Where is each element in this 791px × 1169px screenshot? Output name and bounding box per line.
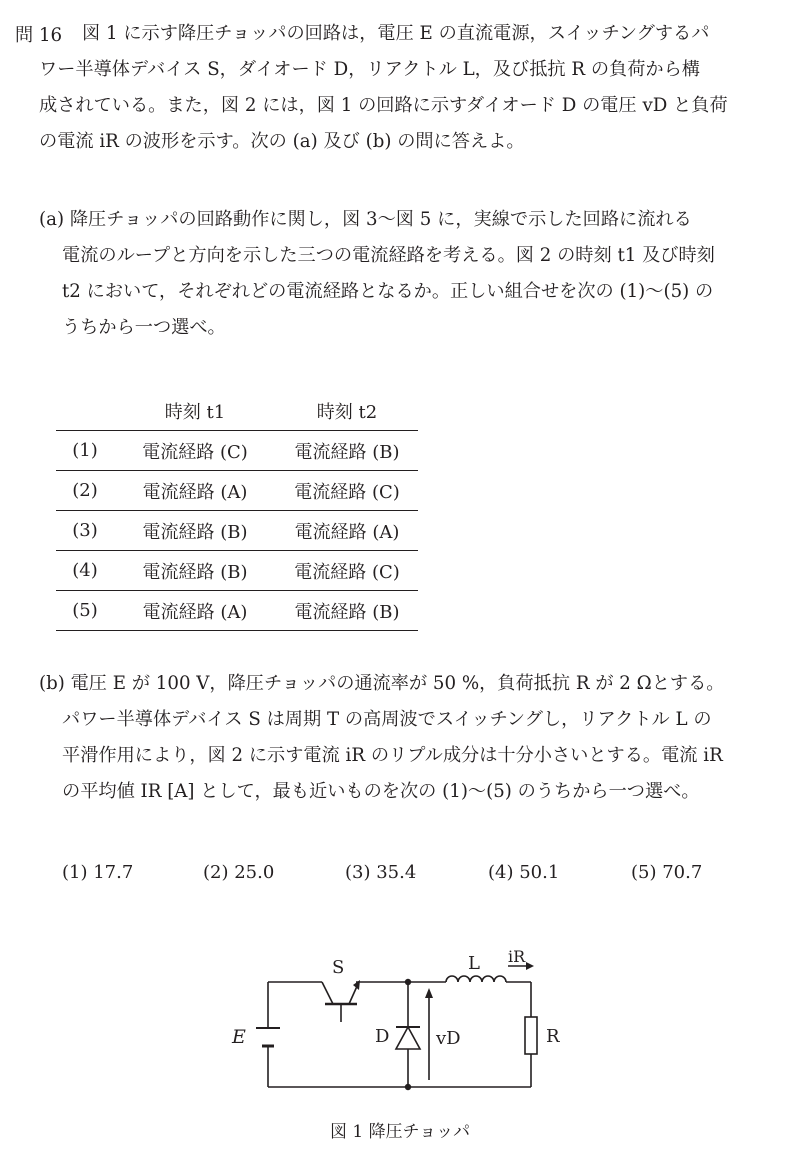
part-a-line-2: 電流のループと方向を示した三つの電流経路を考える。図 2 の時刻 t1 及び時刻 [62, 245, 715, 266]
choice-3: (3) 35.4 [345, 862, 417, 883]
row-label: (3) [56, 511, 114, 551]
part-b-line-2: パワー半導体デバイス S は周期 T の高周波でスイッチングし，リアクトル L の [62, 709, 712, 730]
part-a-line-1: (a) 降圧チョッパの回路動作に関し，図 3〜図 5 に，実線で示した回路に流れる [39, 209, 692, 230]
choice-1: (1) 17.7 [62, 862, 134, 883]
cell-t1: 電流経路 (B) [114, 511, 276, 551]
label-E: E [232, 1026, 246, 1048]
row-label: (4) [56, 551, 114, 591]
label-iR: iR [508, 947, 526, 966]
question-number: 問 16 [15, 25, 63, 46]
choice-2: (2) 25.0 [203, 862, 275, 883]
choice-4: (4) 50.1 [488, 862, 560, 883]
ir-arrow-head [526, 962, 534, 970]
part-a-line-4: うちから一つ選べ。 [62, 317, 226, 338]
table-header-t2: 時刻 t2 [276, 392, 418, 431]
table-header-t1: 時刻 t1 [114, 392, 276, 431]
switch-collector [322, 982, 333, 1004]
part-a-line-3: t2 において，それぞれどの電流経路となるか。正しい組合せを次の (1)〜(5) の [62, 281, 714, 302]
cell-t2: 電流経路 (B) [276, 431, 418, 471]
question-line-1: 図 1 に示す降圧チョッパの回路は，電圧 E の直流電源，スイッチングするパ [82, 23, 710, 44]
cell-t2: 電流経路 (B) [276, 591, 418, 631]
row-label: (5) [56, 591, 114, 631]
cell-t1: 電流経路 (B) [114, 551, 276, 591]
choice-5: (5) 70.7 [631, 862, 703, 883]
part-b-line-3: 平滑作用により，図 2 に示す電流 iR のリプル成分は十分小さいとする。電流 iR [62, 745, 723, 766]
vd-arrow-head [425, 988, 433, 998]
cell-t2: 電流経路 (C) [276, 551, 418, 591]
cell-t2: 電流経路 (C) [276, 471, 418, 511]
part-b-line-1: (b) 電圧 E が 100 V，降圧チョッパの通流率が 50 %，負荷抵抗 R が 2 Ωとする。 [39, 673, 725, 694]
part-b-line-4: の平均値 IR [A] として，最も近いものを次の (1)〜(5) のうちから一つ選べ。 [62, 781, 700, 802]
question-line-3: 成されている。また，図 2 には，図 1 の回路に示すダイオード D の電圧 vD と負荷 [39, 95, 728, 116]
row-label: (2) [56, 471, 114, 511]
row-label: (1) [56, 431, 114, 471]
question-line-2: ワー半導体デバイス S，ダイオード D，リアクトル L，及び抵抗 R の負荷から構 [39, 59, 700, 80]
label-vD: vD [436, 1028, 461, 1049]
label-D: D [375, 1026, 390, 1047]
cell-t1: 電流経路 (A) [114, 591, 276, 631]
node-top [405, 979, 411, 985]
label-L: L [468, 953, 480, 974]
cell-t1: 電流経路 (A) [114, 471, 276, 511]
figure1-caption: 図 1 降圧チョッパ [330, 1122, 471, 1142]
label-R: R [546, 1026, 560, 1047]
question-line-4: の電流 iR の波形を示す。次の (a) 及び (b) の問に答えよ。 [39, 131, 525, 152]
resistor-body [525, 1017, 537, 1054]
diode-triangle [396, 1027, 420, 1049]
cell-t1: 電流経路 (C) [114, 431, 276, 471]
node-bottom [405, 1084, 411, 1090]
label-S: S [332, 957, 345, 978]
cell-t2: 電流経路 (A) [276, 511, 418, 551]
